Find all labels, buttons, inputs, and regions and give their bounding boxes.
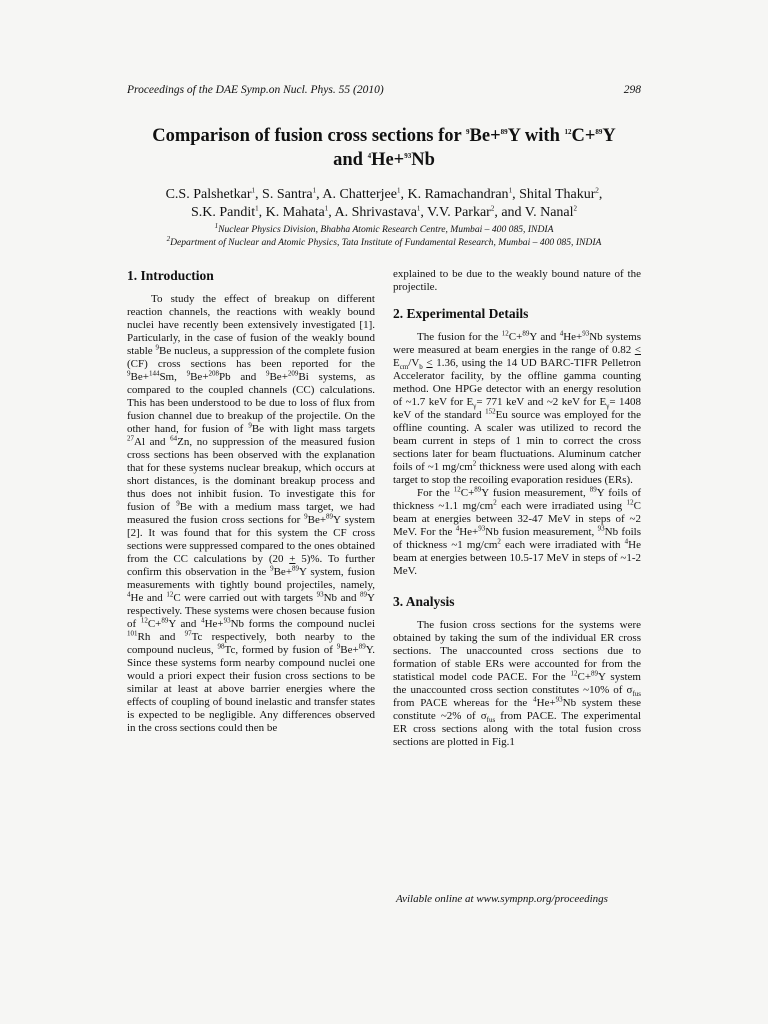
author-line-2 — [100, 204, 668, 222]
left-column — [127, 268, 375, 735]
author: C.S. Palshetkar$^1$, — [165, 186, 263, 202]
title-text: and — [333, 150, 368, 170]
title-sup: 4 — [367, 151, 372, 160]
author: V.V. Parkar$^2$, and — [427, 204, 525, 220]
intro-paragraph: To study the effect of breakup on different reaction channels, the reactions with weakly bound nuclei have recently been extensively investigated [1]. Particularly, in the case of fusion of the weakly bound stable $^9$Be nucleus, a suppression of the complete fusion (CF) cross sections has been reported for the $^9$Be+$^{144}$Sm, $^9$Be+$^{208}$Pb and $^9$Be+$^{209}$Bi systems, as compared to the coupled channels (CC) calculations. This has been understood to be due to loss of flux from fusion channel due to breakup of the projectile. On the other hand, for fusion of $^9$Be with light mass targets $^{27}$Al and $^{64}$Zn, no suppression of the measured fusion cross sections has been observed with the explanation that for these systems nuclear breakup, which occurs at short distances, is the dominant breakup process and thus does not inhibit fusion. To investigate this for fusion of $^9$Be with a medium mass target, we had measured the fusion cross sections for $^9$Be+$^{89}$Y system [2]. It was found that for this system the CF cross sections were suppressed compared to the ones obtained from the CC calculations by (20 + 5)%. To further confirm this observation in the $^9$Be+$^{89}$Y system, fusion measurements with tightly bound projectiles, namely, $^4$He and $^{12}$C were carried out with targets $^{93}$Nb and $^{89}$Y respectively. These systems were chosen because fusion of $^{12}$C+$^{89}$Y and $^4$He+$^{93}$Nb forms the compound nuclei $^{101}$Rh and $^{97}$Tc respectively, both nearby to the compound nucleus, $^{98}$Tc, formed by fusion of $^9$Be+$^{89}$Y. Since these systems form nearby compound nuclei one would a priori expect their fusion cross sections to be similar at least at above barrier energies where the effects of coupling of bound inelastic and transfer states is expected to be negligible. Any differences observed in the cross sections could then be — [127, 293, 375, 734]
section-analysis — [393, 594, 641, 749]
title-sup: 89 — [595, 127, 603, 136]
section-heading-introduction: 1. Introduction — [127, 268, 214, 283]
title-text: Y — [602, 126, 616, 146]
availability-footer: Avilable online at www.sympnp.org/proceedings — [396, 893, 608, 905]
title-text: Comparison of fusion cross sections for — [152, 126, 467, 146]
analysis-paragraph: The fusion cross sections for the systems were obtained by taking the sum of the individual ER cross sections. The unaccounted cross sections due to formation of stable ERs were accounted for from the statistical model code PACE. For the $^{12}$C+$^{89}$Y system the unaccounted cross section constitutes ~10% of $\sigma_{fus}$ from PACE whereas for the $^4$He+$^{93}$Nb system these constitute ~2% of $\sigma_{fus}$ from PACE. The experimental ER cross sections along with the total fusion cross sections are plotted in Fig.1 — [393, 619, 642, 748]
intro-continuation: explained to be due to the weakly bound nature of the projectile. — [393, 268, 641, 293]
title-sup: 9 — [466, 127, 470, 136]
title-text: C+ — [571, 126, 596, 146]
section-heading-analysis: 3. Analysis — [393, 594, 455, 609]
author: A. Chatterjee$^1$, — [322, 186, 408, 202]
author: S.K. Pandit$^1$, — [190, 204, 266, 220]
author: A. Shrivastava$^1$, — [334, 204, 428, 220]
author: K. Ramachandran$^1$, — [407, 186, 520, 202]
right-column — [393, 268, 641, 749]
author-list — [100, 186, 668, 222]
author: S. Santra$^1$, — [262, 186, 323, 202]
section-experimental — [393, 306, 641, 578]
affiliation-2: $^2$Department of Nuclear and Atomic Physics, Tata Institute of Fundamental Research, Mumbai – 400 085, INDIA — [166, 234, 602, 248]
title-text: Y with — [507, 126, 565, 146]
author: V. Nanal$^2$ — [524, 204, 578, 220]
title-sup: 12 — [564, 127, 572, 136]
title-text: Nb — [411, 150, 435, 170]
author-line-1 — [100, 186, 668, 204]
title-sup: 93 — [404, 151, 412, 160]
paper-title — [100, 124, 668, 172]
exp-paragraph-2: For the $^{12}$C+$^{89}$Y fusion measurement, $^{89}$Y foils of thickness ~1.1 $mg/cm^2$ each were irradiated using $^{12}$C beam at energies between 32-47 MeV in steps of ~2 MeV. For the $^4$He+$^{93}$Nb fusion measurement, $^{93}$Nb foils of thickness ~1 $mg/cm^2$ each were irradiated with $^4$He beam at energies between 10.5-17 MeV in steps of ~1-2 MeV. — [393, 485, 641, 577]
author: K. Mahata$^1$, — [265, 204, 335, 220]
journal-citation: Proceedings of the DAE Symp.on Nucl. Phys. 55 (2010) — [127, 84, 384, 96]
author: Shital Thakur$^2$, — [519, 186, 603, 202]
title-text: Be+ — [469, 126, 501, 146]
title-sup: 89 — [500, 127, 508, 136]
affiliation-1: $^1$Nuclear Physics Division, Bhabha Atomic Research Centre, Mumbai – 400 085, INDIA — [214, 221, 554, 235]
page-number: 298 — [623, 84, 641, 96]
exp-paragraph-1: The fusion for the $^{12}$C+$^{89}$Y and $^4$He+$^{93}$Nb systems were measured at beam energies in the range of $0.82 < E_{cm}/V_b < 1.36$, using the 14 UD BARC-TIFR Pelletron Accelerator facility, by the offline gamma counting method. One HPGe detector with an energy resolution of ~1.7 keV for $E_\gamma= 771$ keV and ~2 keV for $E_\gamma= 1408$ keV of the standard $^{152}$Eu source was employed for the offline counting. A scaler was utilized to record the beam current in steps of 1 min to correct the cross sections later for beam fluctuations. Aluminum catcher foils of ~1 $mg/cm^2$ thickness were used along with each target to stop the recoiling evaporation residues (ERs). — [393, 329, 642, 486]
running-header — [127, 84, 641, 96]
section-heading-experimental: 2. Experimental Details — [393, 306, 529, 321]
title-text: He+ — [371, 150, 405, 170]
